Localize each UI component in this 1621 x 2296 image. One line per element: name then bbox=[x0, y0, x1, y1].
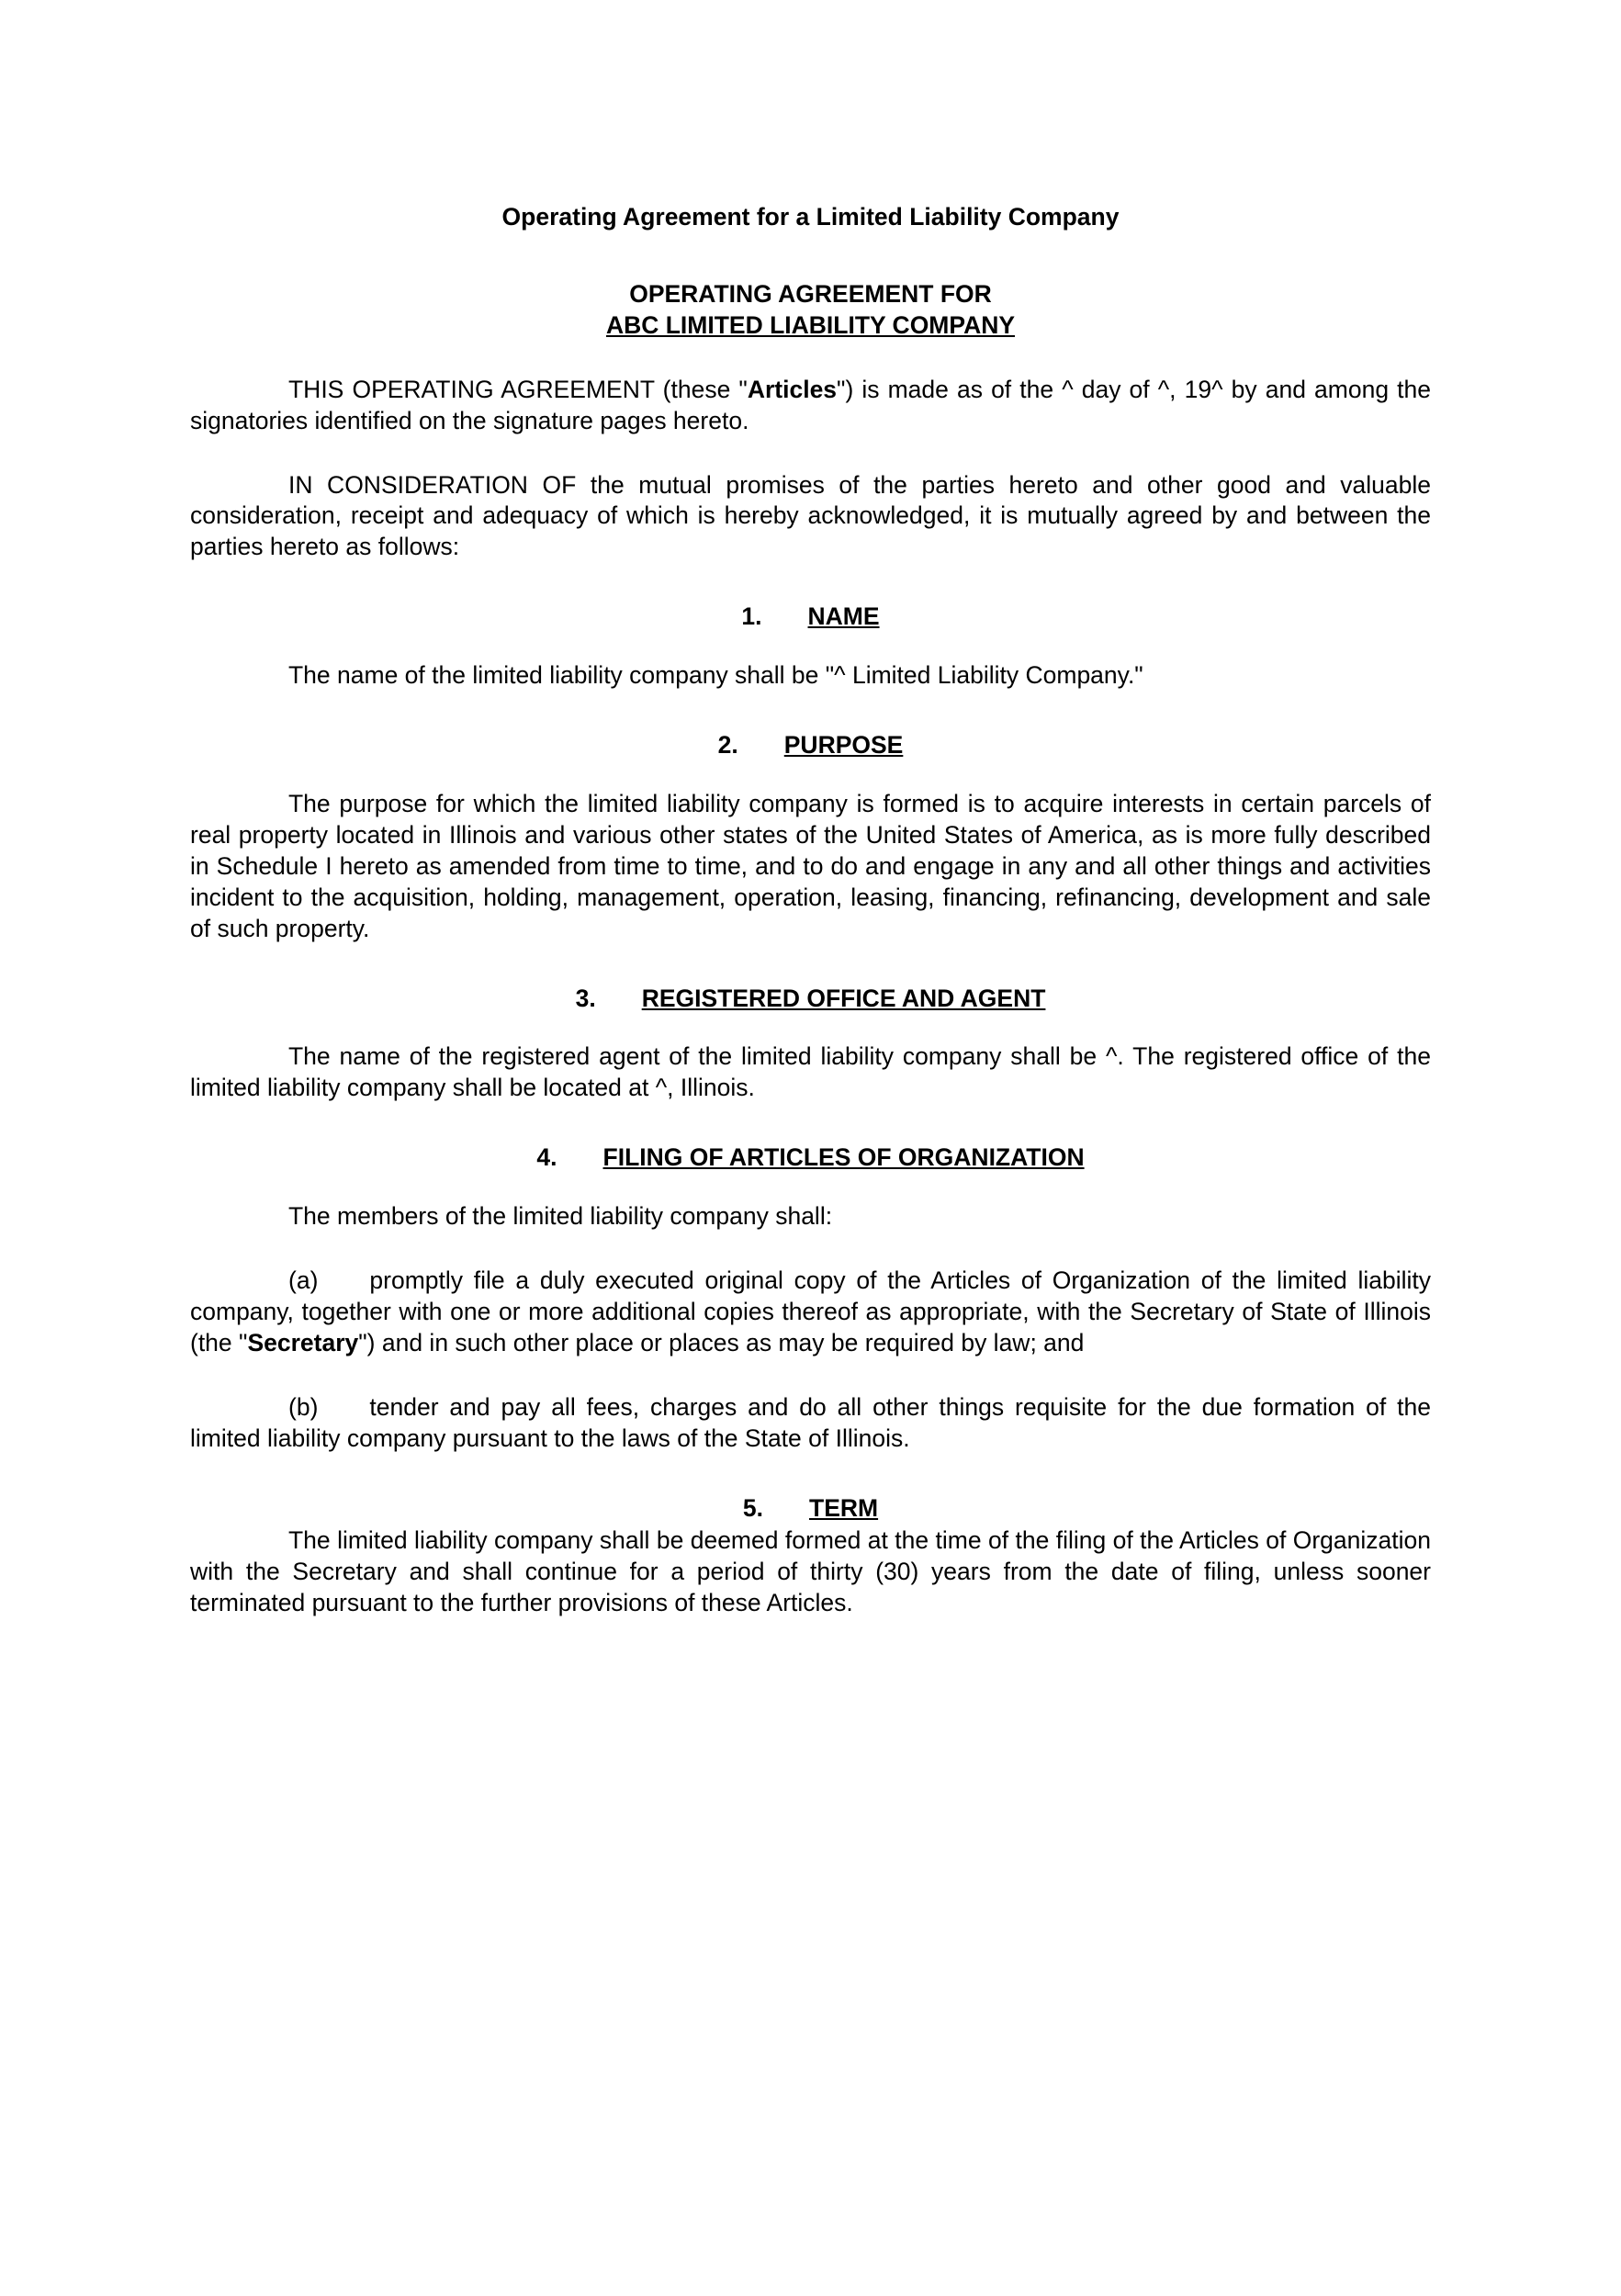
section-4-item-b bbox=[190, 1392, 1431, 1455]
section-1-body: The name of the limited liability company shall be "^ Limited Liability Company." bbox=[288, 661, 1143, 690]
section-title-5: TERM bbox=[809, 1493, 879, 1522]
section-5-body: The limited liability company shall be deemed formed at the time of the filing of the Articles of Organization with the Secretary and shall continue for a period of thirty (30) years from the date of filing, unless sooner terminated pursuant to the further provisions of these Articles. bbox=[190, 1526, 1431, 1617]
intro-paragraph-1-post: ") is made as of the ^ day of ^, 19^ by and among the signatories identified on the signature pages hereto. bbox=[190, 375, 1432, 434]
secretary-bold-term: Secretary bbox=[247, 1328, 359, 1356]
section-number-4: 4. bbox=[536, 1143, 557, 1172]
section-title-2: PURPOSE bbox=[783, 731, 904, 760]
section-title-3: REGISTERED OFFICE AND AGENT bbox=[641, 984, 1046, 1012]
section-heading-1 bbox=[190, 602, 1431, 633]
section-heading-2 bbox=[190, 730, 1431, 761]
section-number-5: 5. bbox=[742, 1493, 764, 1522]
section-number-1: 1. bbox=[741, 602, 762, 631]
section-heading-3 bbox=[190, 984, 1431, 1015]
section-number-2: 2. bbox=[717, 731, 738, 760]
section-heading-5 bbox=[190, 1493, 1431, 1525]
intro-paragraph-1 bbox=[190, 375, 1431, 437]
articles-bold-term: Articles bbox=[747, 375, 838, 403]
section-3-body: The name of the registered agent of the limited liability company shall be ^. The registered office of the limited liability company shall be located at ^, Illinois. bbox=[190, 1042, 1431, 1102]
intro-paragraph-2: IN CONSIDERATION OF the mutual promises of the parties hereto and other good and valuable consideration, receipt and adequacy of which is hereby acknowledged, it is mutually agreed by and between the parties hereto as follows: bbox=[190, 470, 1431, 561]
section-4-item-b-text: tender and pay all fees, charges and do all other things requisite for the due formation of the limited liability company pursuant to the laws of the State of Illinois. bbox=[190, 1392, 1431, 1452]
section-4-item-a-pre: promptly file a duly executed original copy of the Articles of Organization of the limited liability company, together with one or more additional copies thereof as appropriate, with the Secretary of State of Illinois (the " bbox=[190, 1266, 1431, 1356]
section-4-item-a-label: (a) bbox=[288, 1266, 319, 1295]
agreement-title-line2: ABC LIMITED LIABILITY COMPANY bbox=[605, 310, 1016, 339]
section-number-3: 3. bbox=[575, 984, 596, 1012]
section-2-body: The purpose for which the limited liability company is formed is to acquire interests in certain parcels of real property located in Illinois and various other states of the United States of America, as is more fully described in Schedule I hereto as amended from time to time, and to do and engage in any and all other things and activities incident to the acquisition, holding, management, operation, leasing, financing, refinancing, development and sale of such property. bbox=[190, 789, 1431, 942]
section-4-item-a-post: ") and in such other place or places as may be required by law; and bbox=[358, 1328, 1085, 1356]
section-title-1: NAME bbox=[807, 602, 880, 631]
section-4-lead: The members of the limited liability company shall: bbox=[288, 1202, 833, 1231]
agreement-title-line1: OPERATING AGREEMENT FOR bbox=[629, 279, 992, 308]
agreement-title-block bbox=[190, 279, 1431, 342]
document-heading: Operating Agreement for a Limited Liability Company bbox=[501, 203, 1120, 231]
section-heading-4 bbox=[190, 1142, 1431, 1174]
section-4-item-a bbox=[190, 1266, 1431, 1359]
section-4-item-b-label: (b) bbox=[288, 1392, 319, 1421]
intro-paragraph-1-pre: THIS OPERATING AGREEMENT (these " bbox=[288, 375, 748, 403]
section-title-4: FILING OF ARTICLES OF ORGANIZATION bbox=[602, 1143, 1085, 1172]
